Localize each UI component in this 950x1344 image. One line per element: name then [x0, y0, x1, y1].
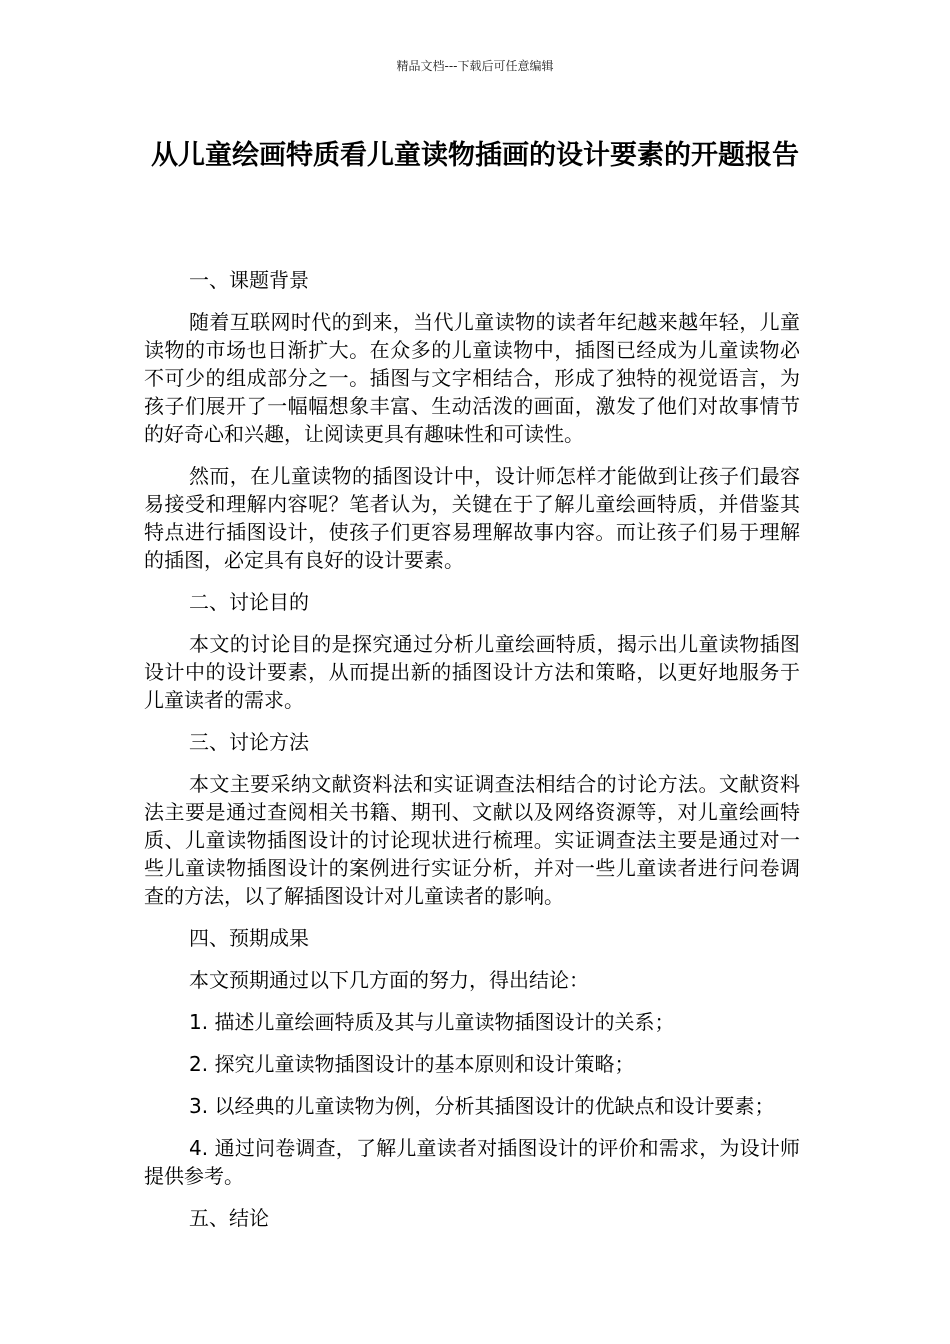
section-heading-background: 一、课题背景 — [189, 268, 309, 292]
header-note: 精品文档---下载后可任意编辑 — [396, 59, 554, 73]
paragraph-purpose: 本文的讨论目的是探究通过分析儿童绘画特质，揭示出儿童读物插图设计中的设计要素，从而提出新的插图设计方法和策略，以更好地服务于儿童读者的需求。 — [144, 632, 800, 712]
paragraph-expected-intro: 本文预期通过以下几方面的努力，得出结论： — [189, 968, 589, 992]
paragraph-background-2: 然而，在儿童读物的插图设计中，设计师怎样才能做到让孩子们最容易接受和理解内容呢？笔者认为，关键在于了解儿童绘画特质，并借鉴其特点进行插图设计，使孩子们更容易理解故事内容。而让孩子们易于理解的插图，必定具有良好的设计要素。 — [144, 464, 800, 572]
document-title: 从儿童绘画特质看儿童读物插画的设计要素的开题报告 — [151, 140, 799, 171]
section-heading-method: 三、讨论方法 — [189, 730, 309, 754]
list-item-expected-1: 1. 描述儿童绘画特质及其与儿童读物插图设计的关系； — [189, 1010, 675, 1034]
list-item-expected-2: 2. 探究儿童读物插图设计的基本原则和设计策略； — [189, 1052, 635, 1076]
paragraph-background-1: 随着互联网时代的到来，当代儿童读物的读者年纪越来越年轻，儿童读物的市场也日渐扩大。在众多的儿童读物中，插图已经成为儿童读物必不可少的组成部分之一。插图与文字相结合，形成了独特的视觉语言，为孩子们展开了一幅幅想象丰富、生动活泼的画面，激发了他们对故事情节的好奇心和兴趣，让阅读更具有趣味性和可读性。 — [144, 310, 800, 446]
document-body — [144, 266, 800, 1246]
list-item-expected-4: 4. 通过问卷调查，了解儿童读者对插图设计的评价和需求，为设计师提供参考。 — [144, 1136, 800, 1188]
paragraph-method: 本文主要采纳文献资料法和实证调查法相结合的讨论方法。文献资料法主要是通过查阅相关书籍、期刊、文献以及网络资源等，对儿童绘画特质、儿童读物插图设计的讨论现状进行梳理。实证调查法主要是通过对一些儿童读物插图设计的案例进行实证分析，并对一些儿童读者进行问卷调查的方法，以了解插图设计对儿童读者的影响。 — [144, 772, 800, 908]
list-item-expected-3: 3. 以经典的儿童读物为例，分析其插图设计的优缺点和设计要素； — [189, 1094, 775, 1118]
section-heading-purpose: 二、讨论目的 — [189, 590, 309, 614]
section-heading-conclusion: 五、结论 — [189, 1206, 269, 1230]
section-heading-expected-results: 四、预期成果 — [189, 926, 309, 950]
